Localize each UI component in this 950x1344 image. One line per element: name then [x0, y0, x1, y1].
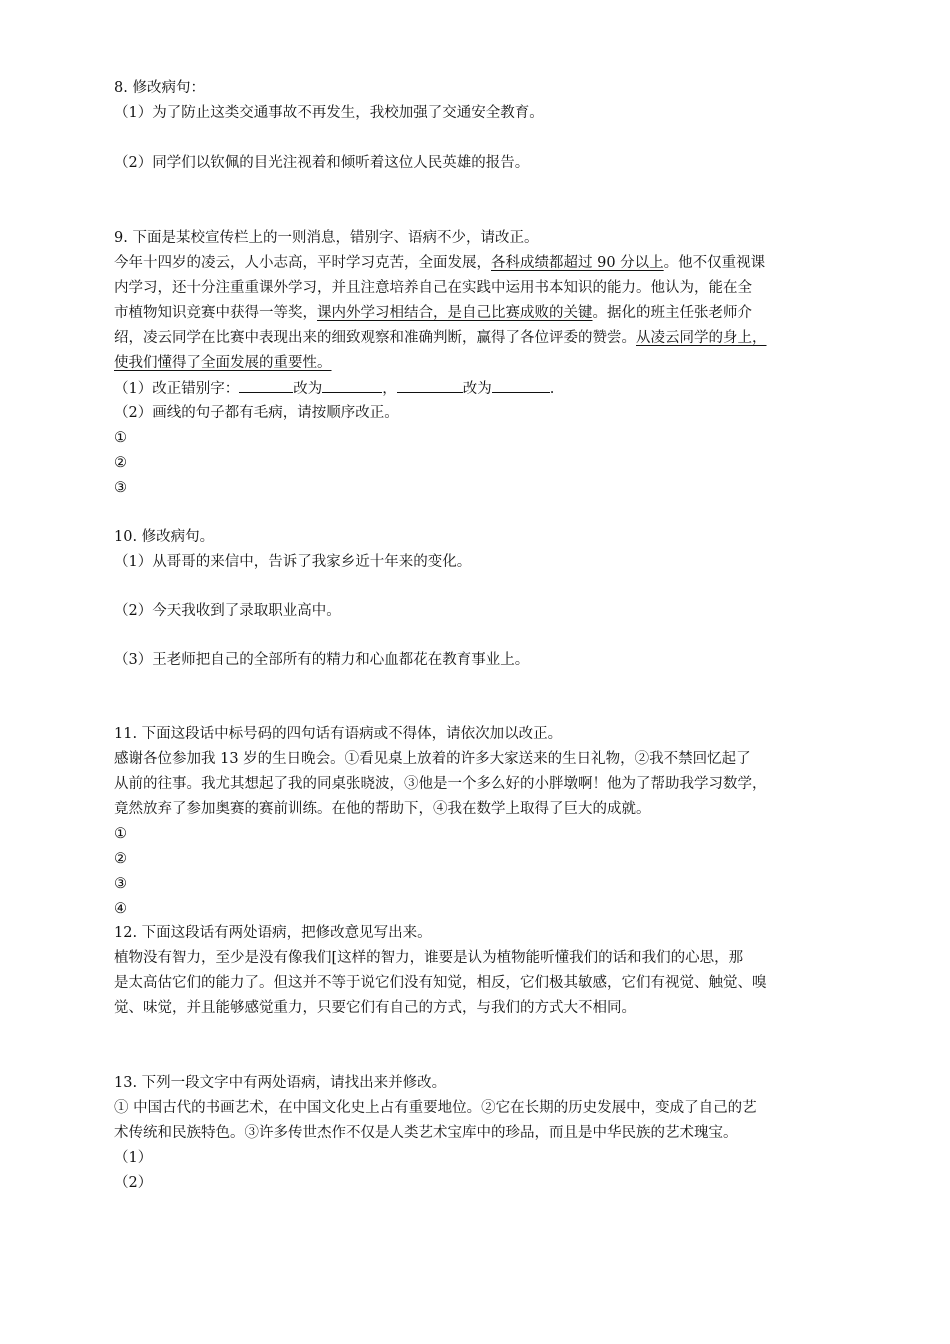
q8-item-2: （2）同学们以钦佩的目光注视着和倾听着这位人民英雄的报告。 — [114, 155, 530, 171]
q13-passage-line-2: 术传统和民族特色。③许多传世杰作不仅是人类艺术宝库中的珍品，而且是中华民族的艺术瑰宝。 — [114, 1125, 738, 1141]
q9-underlined-sentence-2: 课内外学习相结合，是自己比赛成败的关键 — [317, 305, 593, 321]
q10-item-3: （3）王老师把自己的全部所有的精力和心血都花在教育事业上。 — [114, 652, 530, 668]
q12-passage-line-3: 觉、味觉，并且能够感觉重力，只要它们有自己的方式，与我们的方式大不相同。 — [114, 1000, 636, 1016]
q10-item-1: （1）从哥哥的来信中，告诉了我家乡近十年来的变化。 — [114, 554, 472, 570]
q9-passage-line-1 — [114, 253, 765, 273]
q11-answer-mark-4: ④ — [114, 901, 127, 917]
q9-passage-text: 。他不仅重视课 — [663, 255, 766, 271]
q9-answer-mark-2: ② — [114, 455, 127, 471]
q13-answer-item-2: （2） — [114, 1175, 153, 1191]
q9-underlined-sentence-3: 从凌云同学的身上， — [636, 330, 767, 346]
q9-sub1-label: （1）改正错别字： — [114, 381, 240, 397]
q9-answer-mark-1: ① — [114, 430, 127, 446]
q11-answer-mark-1: ① — [114, 826, 127, 842]
q10-title: 10. 修改病句。 — [114, 529, 215, 545]
q10-item-2: （2）今天我收到了录取职业高中。 — [114, 603, 341, 619]
q9-passage-line-2: 内学习，还十分注重重课外学习，并且注意培养自己在实践中运用书本知识的能力。他认为，能在全 — [114, 280, 752, 296]
q12-passage-line-1: 植物没有智力，至少是没有像我们[这样的智力，谁要是认为植物能听懂我们的话和我们的心思，那 — [114, 950, 744, 966]
q11-title: 11. 下面这段话中标号码的四句话有语病或不得体，请依次加以改正。 — [114, 726, 563, 742]
q8-title: 8. 修改病句： — [114, 80, 205, 96]
q9-blank-4[interactable] — [492, 378, 550, 393]
q9-blank-3[interactable] — [397, 378, 463, 393]
q13-answer-item-1: （1） — [114, 1150, 153, 1166]
q13-title: 13. 下列一段文字中有两处语病，请找出来并修改。 — [114, 1075, 447, 1091]
q13-passage-line-1: ① 中国古代的书画艺术，在中国文化史上占有重要地位。②它在长期的历史发展中，变成了自己的艺 — [114, 1100, 757, 1116]
q9-answer-mark-3: ③ — [114, 480, 127, 496]
q9-sub-2: （2）画线的句子都有毛病，请按顺序改正。 — [114, 405, 399, 421]
q9-change-to-label: 改为 — [293, 381, 323, 397]
q9-period: . — [549, 381, 555, 397]
q11-passage-line-3: 竟然放弃了参加奥赛的赛前训练。在他的帮助下，④我在数学上取得了巨大的成就。 — [114, 801, 651, 817]
q9-passage-line-5 — [114, 353, 332, 373]
q9-sub-1 — [114, 378, 554, 399]
q9-passage-text: 绍，凌云同学在比赛中表现出来的细致观察和准确判断，赢得了各位评委的赞尝。 — [114, 330, 636, 346]
q9-underlined-sentence-1: 各科成绩都超过 90 分以上 — [491, 255, 664, 271]
q11-passage-line-2: 从前的往事。我尤其想起了我的同桌张晓波，③他是一个多么好的小胖墩啊！他为了帮助我学习数学， — [114, 776, 767, 792]
q9-passage-text: 市植物知识竞赛中获得一等奖， — [114, 305, 317, 321]
q9-passage-text: 今年十四岁的凌云，人小志高，平时学习克苦，全面发展， — [114, 255, 491, 271]
q8-item-1: （1）为了防止这类交通事故不再发生，我校加强了交通安全教育。 — [114, 105, 544, 121]
q9-title: 9. 下面是某校宣传栏上的一则消息，错别字、语病不少，请改正。 — [114, 230, 539, 246]
q9-passage-text: 。据化的班主任张老师介 — [592, 305, 752, 321]
q9-change-to-label: 改为 — [462, 381, 492, 397]
q12-passage-line-2: 是太高估它们的能力了。但这并不等于说它们没有知觉，相反，它们极其敏感，它们有视觉、触觉、嗅 — [114, 975, 767, 991]
q11-answer-mark-2: ② — [114, 851, 127, 867]
q11-answer-mark-3: ③ — [114, 876, 127, 892]
q12-title: 12. 下面这段话有两处语病，把修改意见写出来。 — [114, 925, 432, 941]
q9-underlined-sentence-3-cont: 使我们懂得了全面发展的重要性。 — [114, 355, 332, 371]
q9-blank-1[interactable] — [239, 378, 293, 393]
q9-blank-2[interactable] — [322, 378, 382, 393]
q9-passage-line-3 — [114, 303, 752, 323]
q9-comma: ， — [382, 381, 397, 397]
q9-passage-line-4 — [114, 328, 767, 348]
q11-passage-line-1: 感谢各位参加我 13 岁的生日晚会。①看见桌上放着的许多大家送来的生日礼物，②我不禁回忆起了 — [114, 751, 751, 767]
